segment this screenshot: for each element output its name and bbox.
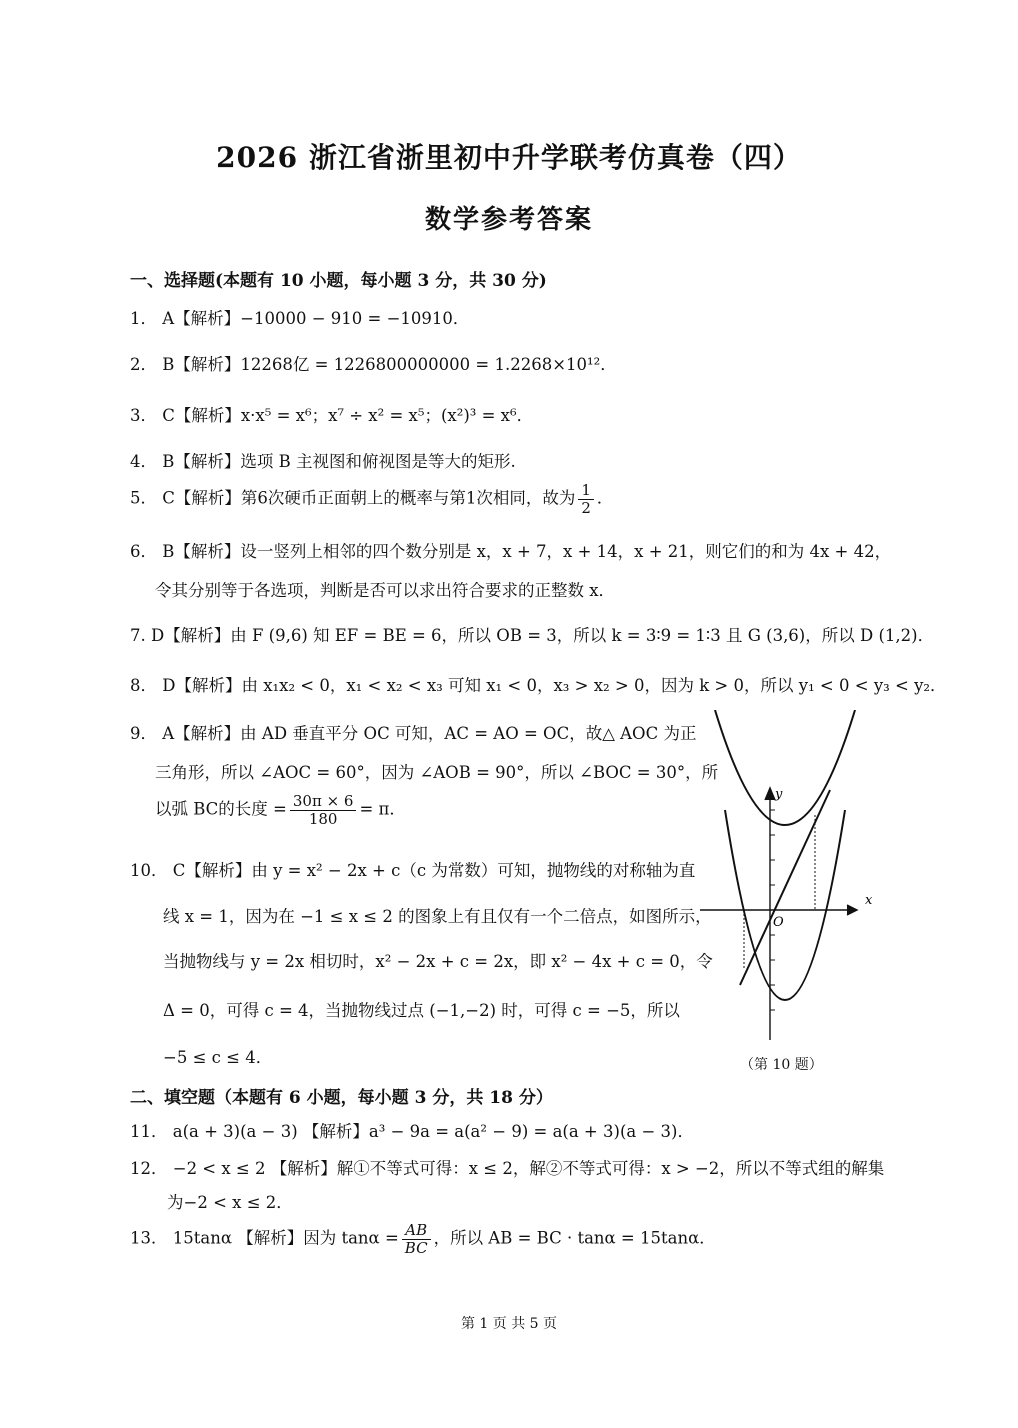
- answer-q12-line1: 12． −2 < x ≤ 2 【解析】解①不等式可得：x ≤ 2，解②不等式可得：x > −2，所以不等式组的解集: [130, 1159, 885, 1178]
- answer-q6-line1: 6． B【解析】设一竖列上相邻的四个数分别是 x，x + 7，x + 14，x + 21，则它们的和为 4x + 42，: [130, 542, 892, 561]
- answer-q2: 2． B【解析】12268亿 = 1226800000000 = 1.2268×10¹²．: [130, 355, 617, 374]
- answer-q9-text: 以弧 BC的长度 =: [155, 799, 287, 819]
- fraction-denominator: 2: [581, 498, 591, 517]
- parabola-lower: [725, 810, 845, 1000]
- answer-q10-line2: 线 x = 1，因为在 −1 ≤ x ≤ 2 的图象上有且仅有一个二倍点，如图所示，: [163, 907, 712, 926]
- answer-q9-line3: [155, 793, 406, 827]
- fraction-numerator: 30π × 6: [290, 793, 357, 811]
- answer-q10-line3: 当抛物线与 y = 2x 相切时，x² − 2x + c = 2x，即 x² − 4x + c = 0，令: [163, 952, 713, 971]
- section-heading-choice: 一、选择题(本题有 10 小题，每小题 3 分，共 30 分): [130, 271, 547, 291]
- answer-q10-line5: −5 ≤ c ≤ 4．: [163, 1048, 273, 1067]
- answer-q12-line2: 为−2 < x ≤ 2．: [167, 1193, 293, 1212]
- answer-q3: 3． C【解析】x·x⁵ = x⁶；x⁷ ÷ x² = x⁵；(x²)³ = x⁶．: [130, 406, 534, 425]
- answer-q13: [130, 1222, 716, 1256]
- answer-q6-line2: 令其分别等于各选项，判断是否可以求出符合要求的正整数 x．: [155, 581, 616, 600]
- y-axis-label: y: [775, 787, 783, 802]
- x-axis-arrow: [847, 905, 857, 915]
- answer-q4: 4． B【解析】选项 B 主视图和俯视图是等大的矩形.: [130, 452, 516, 471]
- answer-q5-text: 5． C【解析】第6次硬币正面朝上的概率与第1次相同，故为: [130, 488, 576, 508]
- fraction: [402, 1222, 431, 1256]
- answer-q8: 8． D【解析】由 x₁x₂ < 0，x₁ < x₂ < x₃ 可知 x₁ < 0，x₃ > x₂ > 0，因为 k > 0，所以 y₁ < 0 < y₃ < y₂．: [130, 676, 947, 695]
- fraction: [578, 482, 594, 516]
- answer-q11: 11． a(a + 3)(a − 3) 【解析】a³ − 9a = a(a² − 9) = a(a + 3)(a − 3)．: [130, 1122, 694, 1141]
- x-axis-label: x: [865, 893, 873, 908]
- fraction-numerator: 1: [578, 482, 594, 500]
- answer-q5-suffix: ．: [596, 488, 614, 508]
- answer-q13-suffix: ，所以 AB = BC · tanα = 15tanα．: [433, 1228, 716, 1248]
- figure-caption: （第 10 题）: [740, 1057, 823, 1073]
- fraction-numerator: AB: [402, 1222, 431, 1240]
- parabola-figure: [695, 710, 885, 1050]
- fraction-denominator: BC: [404, 1238, 428, 1257]
- answer-q9-line1: 9． A【解析】由 AD 垂直平分 OC 可知，AC = AO = OC，故△ AOC 为正: [130, 724, 697, 743]
- tangent-line: [740, 790, 830, 985]
- answer-q13-text: 13． 15tanα 【解析】因为 tanα =: [130, 1228, 399, 1248]
- answer-q1: 1． A【解析】−10000 − 910 = −10910．: [130, 309, 470, 328]
- answer-q7: 7. D【解析】由 F (9,6) 知 EF = BE = 6，所以 OB = 3，所以 k = 3∶9 = 1∶3 且 G (3,6)，所以 D (1,2)．: [130, 626, 935, 645]
- fraction: [290, 793, 357, 827]
- origin-label: O: [773, 915, 784, 930]
- y-axis-arrow: [765, 788, 775, 800]
- parabola-upper: [715, 710, 855, 825]
- page-footer: 第 1 页 共 5 页: [460, 1316, 558, 1332]
- answer-q10-line4: Δ = 0，可得 c = 4，当抛物线过点 (−1,−2) 时，可得 c = −5，所以: [163, 1001, 680, 1020]
- page-title: 2026 浙江省浙里初中升学联考仿真卷（四）: [216, 141, 802, 174]
- answer-q9-suffix: = π．: [359, 799, 406, 819]
- answer-q5: [130, 482, 613, 516]
- section-heading-fill: 二、填空题（本题有 6 小题，每小题 3 分，共 18 分）: [130, 1088, 553, 1108]
- answer-q9-line2: 三角形，所以 ∠AOC = 60°，因为 ∠AOB = 90°，所以 ∠BOC = 30°，所: [155, 763, 719, 782]
- page-subtitle: 数学参考答案: [424, 205, 593, 235]
- fraction-denominator: 180: [308, 809, 338, 828]
- answer-q10-line1: 10． C【解析】由 y = x² − 2x + c（c 为常数）可知，抛物线的对称轴为直: [130, 861, 696, 880]
